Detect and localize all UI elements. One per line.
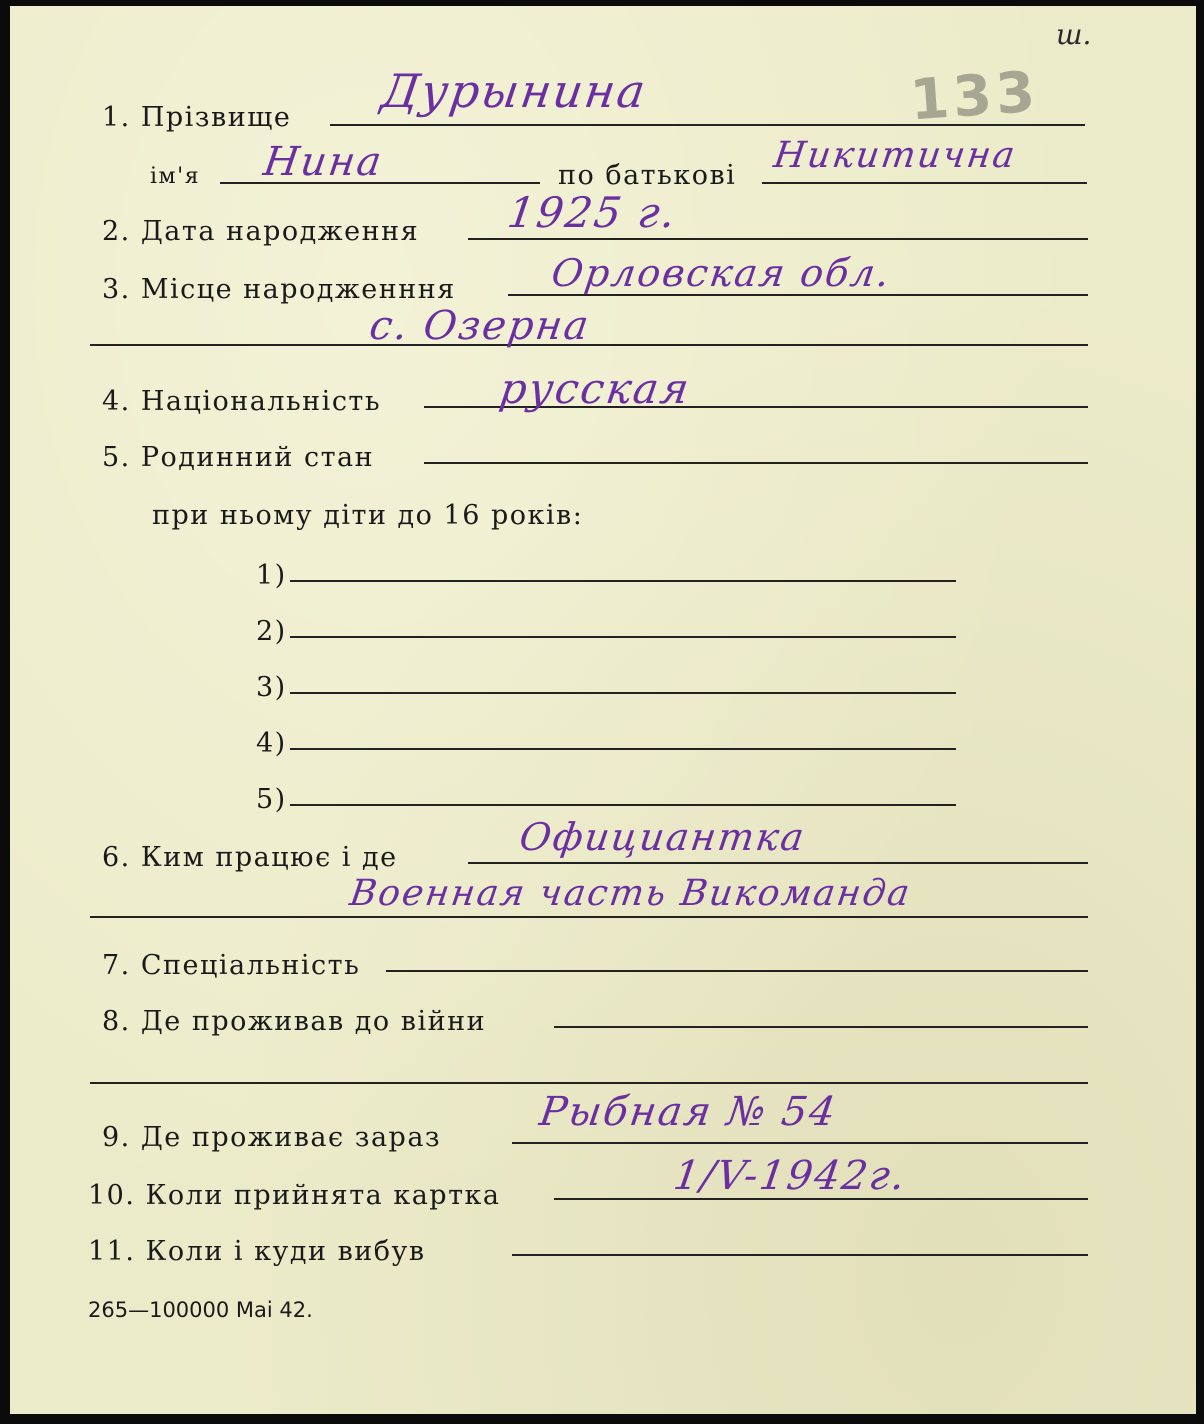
departure-line [512,1254,1088,1256]
surname-label: 1. Прізвище [102,102,292,133]
child-4-line [290,748,956,750]
departure-label: 11. Коли і куди вибув [88,1236,426,1267]
birth-date-label: 2. Дата народження [102,216,420,247]
child-3-line [290,692,956,694]
patronymic-value[interactable]: Никитична [771,135,1020,176]
child-1-label: 1) [256,560,287,591]
work-line [468,862,1088,864]
specialty-line [386,970,1088,972]
birth-date-value[interactable]: 1925 г. [504,188,681,237]
current-residence-value[interactable]: Рыбная № 54 [536,1089,840,1135]
birth-place-value-1[interactable]: Орловская обл. [548,251,894,295]
current-residence-label: 9. Де проживає зараз [102,1122,442,1153]
child-5-line [290,804,956,806]
birth-place-line-2 [90,344,1088,346]
child-2-line [290,636,956,638]
printer-imprint: 265—100000 Mai 42. [88,1298,313,1322]
card-date-label: 10. Коли прийнята картка [88,1180,501,1211]
work-value-2[interactable]: Военная часть Викоманда [347,873,914,914]
surname-value[interactable]: Дурынина [378,64,651,118]
first-name-label: ім'я [150,164,201,189]
child-5-label: 5) [256,784,287,815]
card-date-value[interactable]: 1/V-1942г. [670,1153,910,1199]
prewar-residence-line [554,1026,1088,1028]
archive-number-stamp: 133 [907,59,1042,134]
child-4-label: 4) [256,728,287,759]
birth-place-value-2[interactable]: с. Озерна [366,303,594,349]
specialty-label: 7. Спеціальність [102,950,361,981]
registration-card [10,6,1196,1414]
work-label: 6. Ким працює і де [102,842,398,873]
birth-place-label: 3. Місце народженння [102,274,456,305]
child-3-label: 3) [256,672,287,703]
child-2-label: 2) [256,616,287,647]
patronymic-line [762,182,1087,184]
child-1-line [290,580,956,582]
prewar-residence-line-2 [90,1082,1088,1084]
nationality-label: 4. Національність [102,386,382,417]
surname-line [330,124,1085,126]
children-heading: при ньому діти до 16 років: [152,500,584,531]
work-line-2 [90,916,1088,918]
first-name-value[interactable]: Нина [260,139,387,185]
patronymic-label: по батькові [558,160,737,191]
work-value-1[interactable]: Официантка [516,815,809,859]
prewar-residence-label: 8. Де проживав до війни [102,1006,487,1037]
corner-mark: ш. [1056,18,1092,51]
marital-status-line [424,462,1088,464]
current-residence-line [512,1142,1088,1144]
marital-status-label: 5. Родинний стан [102,442,375,473]
birth-date-line [468,238,1088,240]
nationality-value[interactable]: русская [496,364,694,413]
